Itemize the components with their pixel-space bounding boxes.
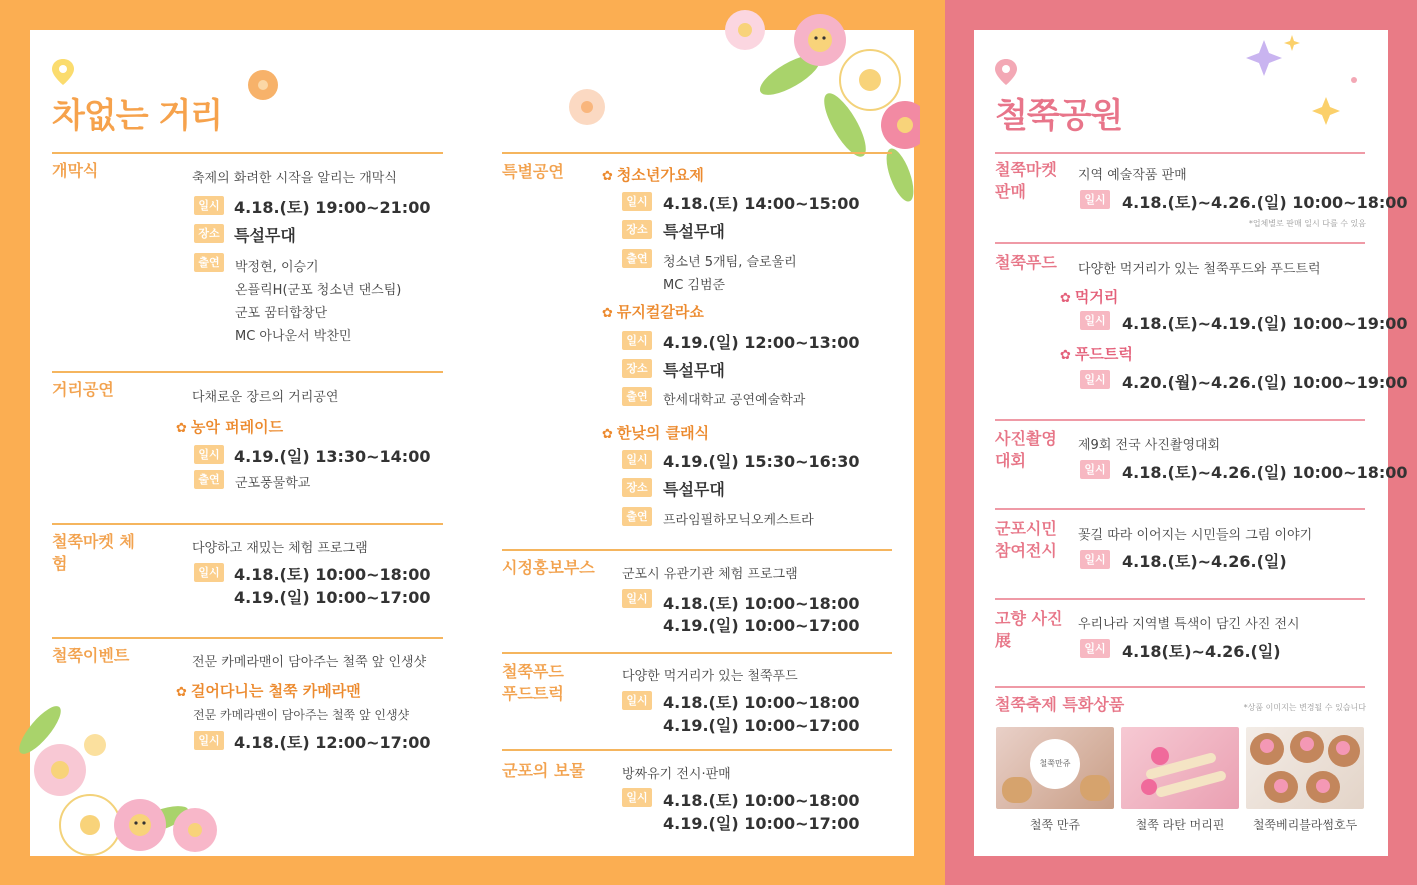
date-value: 4.18.(토)~4.26.(일) [1122,552,1287,571]
flower-bullet-icon: ✿ [1060,291,1071,306]
tag-date: 일시 [1080,311,1110,330]
flower-bullet-icon: ✿ [176,421,187,436]
cast-extra: 군포 꿈터합창단 [235,306,328,321]
page-title: 차없는 거리 [52,96,223,136]
section-label-photo-contest: 사진촬영 대회 [995,429,1057,470]
divider [502,652,892,654]
section-desc: 지역 예술작품 판매 [1078,168,1187,183]
tag-place: 장소 [622,359,652,378]
section-label-market-sale: 철쭉마켓 판매 [995,160,1057,201]
section-desc: 군포시 유관기관 체험 프로그램 [622,567,798,582]
tag-place: 장소 [194,224,224,243]
flower-bullet-icon: ✿ [602,306,613,321]
location-pin-icon [993,57,1019,87]
car-free-street-panel [30,30,914,856]
section-label-booth: 시정홍보부스 [502,558,595,577]
manju-package-label: 철쭉만쥬 [1030,739,1080,789]
divider [52,637,443,639]
tag-place: 장소 [622,220,652,239]
date-value: 4.18.(토)~4.26.(일) 10:00~18:00 [1122,193,1408,212]
divider [995,152,1365,154]
section-desc: 제9회 전국 사진촬영대회 [1078,438,1221,453]
place-value: 특설무대 [663,480,725,499]
tag-date: 일시 [1080,639,1110,658]
products-title: 철쭉축제 특화상품 [995,695,1125,714]
place-value: 특설무대 [663,222,725,241]
date-value: 4.19.(일) 10:00~17:00 [663,616,860,635]
section-label-food: 철쭉푸드 푸드트럭 [502,662,564,703]
section-desc: 우리나라 지역별 특색이 담긴 사진 전시 [1078,617,1300,632]
flower-cluster-top-icon [670,5,920,205]
location-pin-icon [50,57,76,87]
date-value: 4.18(토)~4.26.(일) [1122,642,1281,661]
tag-cast: 출연 [622,507,652,526]
date-value: 4.19.(일) 10:00~17:00 [663,814,860,833]
section-desc: 다양한 먹거리가 있는 철쭉푸드 [622,669,798,684]
section-label-citizen-exhibit: 군포시민 참여전시 [995,519,1057,560]
flower-cluster-bottom-icon [0,700,230,870]
divider [52,371,443,373]
date-value: 4.19.(일) 13:30~14:00 [234,447,431,466]
small-flower-icon [565,85,609,129]
cast-value: 프라임필하모닉오케스트라 [663,513,814,528]
date-value: 4.18.(토) 19:00~21:00 [234,198,431,217]
section-desc: 다채로운 장르의 거리공연 [192,390,339,405]
tag-date: 일시 [622,192,652,211]
cast-extra: MC 아나운서 박찬민 [235,329,352,344]
divider [502,152,892,154]
date-value: 4.18.(토)~4.26.(일) 10:00~18:00 [1122,463,1408,482]
sub-desc: 전문 카메라맨이 담아주는 철쭉 앞 인생샷 [193,708,410,722]
divider [995,242,1365,244]
cast-value: 한세대학교 공연예술학과 [663,393,806,408]
cast-value: 청소년 5개팀, 슬로울리 [663,255,797,270]
tag-date: 일시 [622,788,652,807]
section-label-food: 철쭉푸드 [995,253,1057,272]
date-value: 4.19.(일) 10:00~17:00 [234,588,431,607]
place-value: 특설무대 [234,226,296,245]
date-value: 4.19.(일) 15:30~16:30 [663,452,860,471]
cast-extra: 온플릭H(군포 청소년 댄스팀) [235,283,402,298]
tag-place: 장소 [622,478,652,497]
product-caption: 철쭉베리블라썸호두 [1252,818,1358,832]
product-image-walnut-cake [1246,727,1364,809]
divider [995,508,1365,510]
section-desc: 다양하고 재밌는 체험 프로그램 [192,541,368,556]
tag-date: 일시 [622,450,652,469]
sub-title: ✿ 한낮의 클래식 [602,424,710,442]
section-label-opening: 개막식 [52,161,99,180]
products-note: *상품 이미지는 변경될 수 있습니다 [1243,703,1366,712]
section-label-treasure: 군포의 보물 [502,761,585,780]
sub-title: ✿ 먹거리 [1060,288,1119,306]
section-desc: 꽃길 따라 이어지는 시민들의 그림 이야기 [1078,528,1313,543]
tag-date: 일시 [194,563,224,582]
sub-title: ✿ 청소년가요제 [602,166,704,184]
flower-bullet-icon: ✿ [602,427,613,442]
date-value: 4.18.(토)~4.19.(일) 10:00~19:00 [1122,314,1408,333]
tag-cast: 출연 [622,249,652,268]
divider [52,152,443,154]
date-value: 4.18.(토) 10:00~18:00 [663,693,860,712]
tag-cast: 출연 [194,253,224,272]
sub-title: ✿ 뮤지컬갈라쇼 [602,303,704,321]
park-title: 철쭉공원 [995,96,1123,136]
tag-cast: 출연 [622,387,652,406]
product-caption: 철쭉 라탄 머리핀 [1135,818,1225,832]
product-caption: 철쭉 만쥬 [1029,818,1081,832]
product-image-manju [996,727,1114,809]
sub-title: ✿ 푸드트럭 [1060,345,1133,363]
azalea-park-panel [974,30,1408,856]
flower-bullet-icon: ✿ [1060,348,1071,363]
date-value: 4.20.(월)~4.26.(일) 10:00~19:00 [1122,373,1408,392]
tag-date: 일시 [194,196,224,215]
divider [502,549,892,551]
orange-flower-icon [245,67,281,103]
section-desc: 방짜유기 전시·판매 [622,767,731,782]
tag-date: 일시 [622,691,652,710]
date-value: 4.18.(토) 10:00~18:00 [234,565,431,584]
divider [502,749,892,751]
date-value: 4.19.(일) 12:00~13:00 [663,333,860,352]
cast-value: 군포풍물학교 [235,476,311,491]
place-value: 특설무대 [663,361,725,380]
note: *업체별로 판매 일시 다를 수 있음 [1248,219,1366,228]
divider [995,686,1365,688]
section-label-street: 거리공연 [52,380,114,399]
tag-date: 일시 [1080,370,1110,389]
section-desc: 축제의 화려한 시작을 알리는 개막식 [192,171,397,186]
sparkle-icon [1244,35,1374,135]
section-label-event: 철쭉이벤트 [52,646,130,665]
tag-cast: 출연 [194,470,224,489]
tag-date: 일시 [194,445,224,464]
tag-date: 일시 [1080,190,1110,209]
date-value: 4.18.(토) 10:00~18:00 [663,594,860,613]
section-desc: 다양한 먹거리가 있는 철쭉푸드와 푸드트럭 [1078,262,1321,277]
tag-date: 일시 [622,589,652,608]
date-value: 4.18.(토) 14:00~15:00 [663,194,860,213]
section-label-market: 철쭉마켓 체험 [52,532,135,573]
section-label-special: 특별공연 [502,162,564,181]
cast-value: 박정현, 이승기 [235,260,319,275]
cast-extra: MC 김범준 [663,278,726,293]
date-value: 4.19.(일) 10:00~17:00 [663,716,860,735]
tag-date: 일시 [622,331,652,350]
tag-date: 일시 [1080,460,1110,479]
tag-date: 일시 [1080,550,1110,569]
section-label-hometown-photo: 고향 사진展 [995,609,1063,650]
sub-title: ✿ 걸어다니는 철쭉 카메라맨 [176,682,361,700]
product-image-hairpin [1121,727,1239,809]
divider [52,523,443,525]
section-desc: 전문 카메라맨이 담아주는 철쭉 앞 인생샷 [192,655,427,670]
tag-date: 일시 [194,731,224,750]
date-value: 4.18.(토) 10:00~18:00 [663,791,860,810]
divider [995,419,1365,421]
flower-bullet-icon: ✿ [602,169,613,184]
flower-bullet-icon: ✿ [176,685,187,700]
date-value: 4.18.(토) 12:00~17:00 [234,733,431,752]
sub-title: ✿ 농악 퍼레이드 [176,418,284,436]
divider [995,598,1365,600]
